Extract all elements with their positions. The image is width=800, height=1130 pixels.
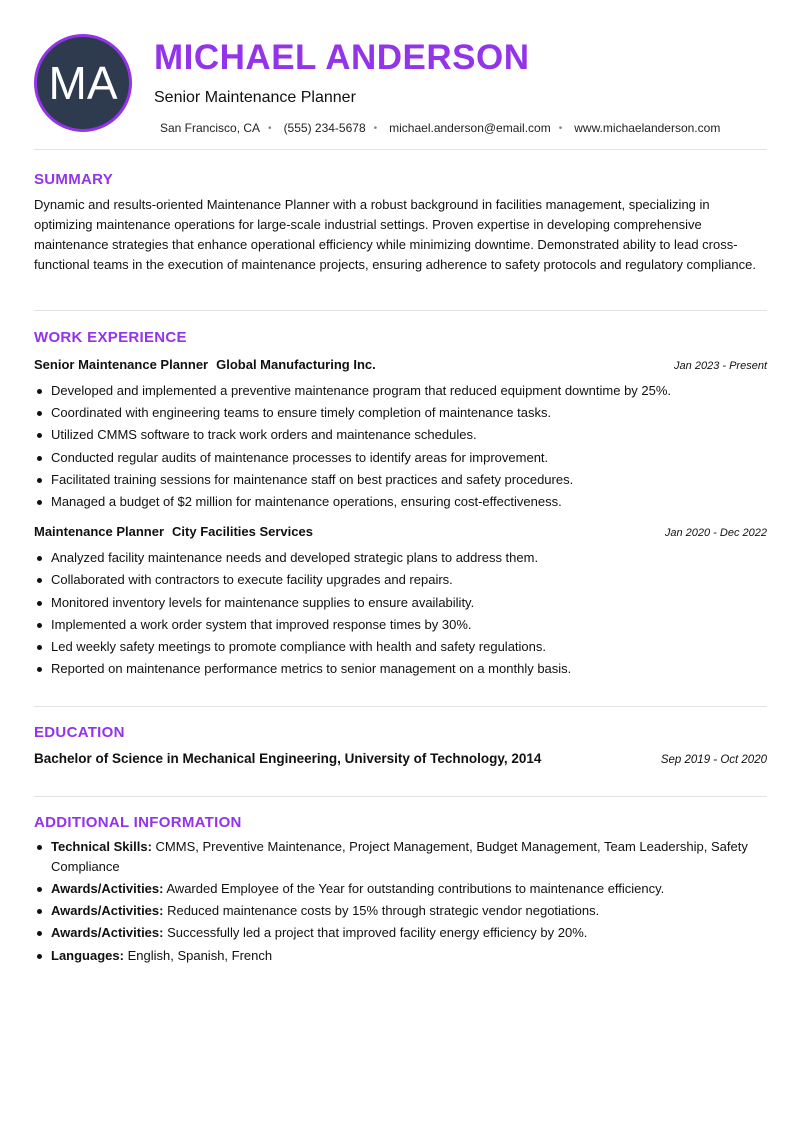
work-experience-section: [34, 311, 767, 707]
list-item: Facilitated training sessions for maintenance staff on best practices and safety procedures.: [51, 469, 767, 491]
job-company: Global Manufacturing Inc.: [216, 357, 376, 372]
summary-heading: SUMMARY: [34, 171, 114, 188]
separator-dot: •: [268, 122, 272, 134]
contact-email[interactable]: michael.anderson@email.com: [389, 121, 551, 135]
summary-text: Dynamic and results-oriented Maintenance Planner with a robust background in facilities management, specializing in optimizing maintenance operations for large-scale industrial settings. Proven expertise in developing comprehensive maintenance strategies that enhance operational efficiency while minimizing downtime. Demonstrated ability to lead cross-functional teams in the execution of maintenance projects, ensuring adherence to safety protocols and regulatory compliance.: [34, 197, 756, 272]
summary-section: [34, 150, 767, 311]
education-entry: [34, 751, 767, 766]
job-role: Maintenance Planner: [34, 524, 165, 540]
list-item: Managed a budget of $2 million for maintenance operations, ensuring cost-effectiveness.: [51, 491, 767, 513]
item-text: English, Spanish, French: [123, 948, 273, 963]
job-bullets: [34, 380, 767, 513]
avatar-initials: MA: [48, 57, 118, 109]
education-section: [34, 707, 767, 797]
job-date: Jan 2023 - Present: [674, 360, 767, 372]
list-item: [51, 879, 767, 899]
job-bullets: [34, 547, 767, 680]
item-label: Awards/Activities:: [51, 924, 164, 940]
item-label: Languages:: [51, 948, 124, 963]
list-item: [51, 946, 767, 966]
job-date: Jan 2020 - Dec 2022: [664, 527, 767, 540]
additional-info-heading: ADDITIONAL INFORMATION: [34, 814, 242, 831]
list-item: Coordinated with engineering teams to ensure timely completion of maintenance tasks.: [51, 402, 767, 424]
avatar: [34, 34, 132, 132]
item-label: Technical Skills:: [51, 839, 152, 854]
list-item: Monitored inventory levels for maintenance supplies to ensure availability.: [51, 592, 767, 614]
contact-phone: (555) 234-5678: [283, 121, 366, 135]
job-company: City Facilities Services: [172, 524, 313, 540]
job-header: [34, 523, 767, 541]
additional-info-list: [34, 837, 767, 966]
list-item: Analyzed facility maintenance needs and developed strategic plans to address them.: [51, 547, 767, 569]
item-label: Awards/Activities:: [51, 902, 164, 918]
item-text: CMMS, Preventive Maintenance, Project Management, Budget Management, Team Leadership, Safety Compliance: [51, 839, 748, 874]
separator-dot: •: [558, 122, 563, 134]
education-heading: EDUCATION: [34, 724, 125, 741]
resume-header: [34, 0, 767, 150]
job-role: Senior Maintenance Planner: [34, 357, 209, 372]
contact-line: [160, 121, 720, 135]
job-entry: [34, 356, 767, 513]
candidate-name: MICHAEL ANDERSON: [154, 38, 530, 77]
list-item: Conducted regular audits of maintenance processes to identify areas for improvement.: [51, 447, 767, 469]
job-entry: [34, 523, 767, 680]
list-item: Utilized CMMS software to track work orders and maintenance schedules.: [51, 424, 767, 446]
education-degree: Bachelor of Science in Mechanical Engineering, University of Technology, 2014: [34, 751, 542, 766]
list-item: [51, 901, 767, 921]
list-item: Implemented a work order system that improved response times by 30%.: [51, 614, 767, 636]
list-item: [51, 837, 767, 876]
list-item: Collaborated with contractors to execute facility upgrades and repairs.: [51, 569, 767, 591]
item-label: Awards/Activities:: [51, 880, 164, 896]
contact-website[interactable]: www.michaelanderson.com: [574, 121, 721, 135]
item-text: Successfully led a project that improved facility energy efficiency by 20%.: [163, 924, 588, 940]
list-item: Led weekly safety meetings to promote compliance with health and safety regulations.: [51, 636, 767, 658]
separator-dot: •: [373, 122, 378, 134]
item-text: Awarded Employee of the Year for outstanding contributions to maintenance efficiency.: [163, 880, 665, 896]
contact-location: San Francisco, CA: [160, 121, 261, 135]
list-item: [51, 923, 767, 943]
job-title: Senior Maintenance Planner: [154, 89, 356, 106]
list-item: Developed and implemented a preventive maintenance program that reduced equipment downtime by 25%.: [51, 380, 767, 402]
list-item: Reported on maintenance performance metrics to senior management on a monthly basis.: [51, 658, 767, 680]
education-date: Sep 2019 - Oct 2020: [660, 754, 767, 766]
item-text: Reduced maintenance costs by 15% through strategic vendor negotiations.: [163, 902, 600, 918]
job-header: [34, 356, 767, 374]
work-experience-heading: WORK EXPERIENCE: [34, 329, 187, 346]
additional-info-section: [34, 797, 767, 966]
